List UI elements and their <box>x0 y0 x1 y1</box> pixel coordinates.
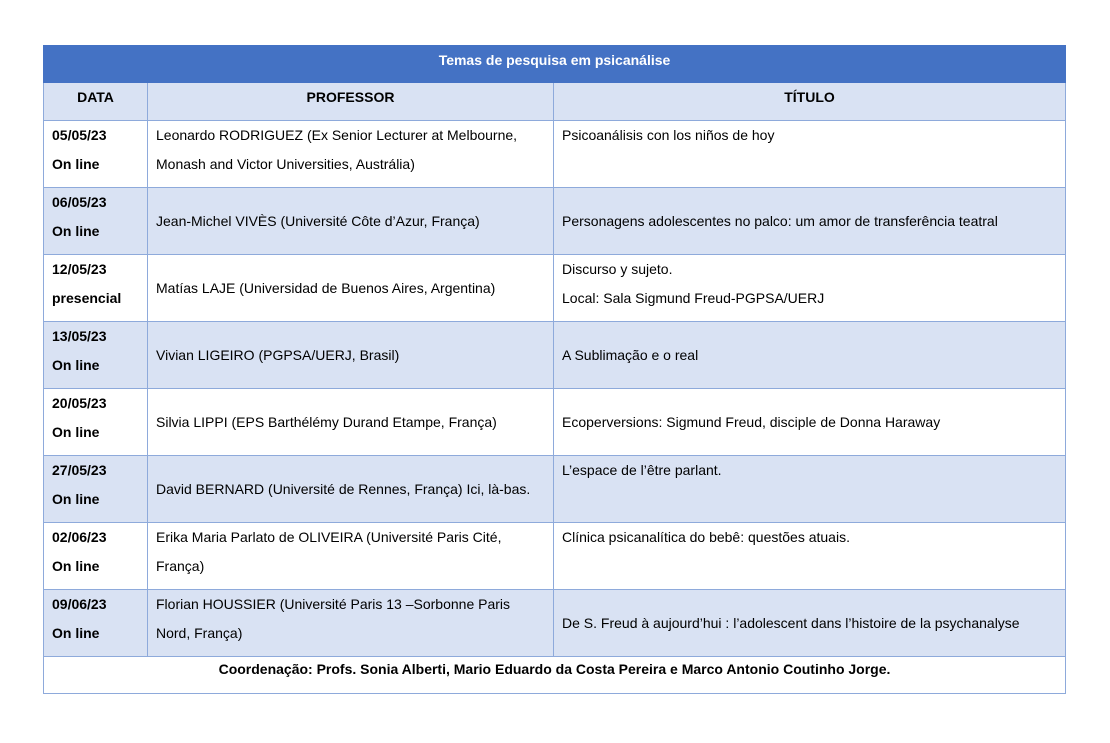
talk-title-text: De S. Freud à aujourd’hui : l’adolescent dans l’histoire de la psychanalyse <box>562 614 1020 631</box>
session-date: 02/06/23 <box>52 529 107 545</box>
professor-text: Jean-Michel VIVÈS (Université Côte d’Azur, França) <box>156 212 480 229</box>
session-mode: On line <box>52 558 100 574</box>
professor-text: Leonardo RODRIGUEZ (Ex Senior Lecturer at Melbourne, <box>156 127 518 143</box>
professor-text: Vivian LIGEIRO (PGPSA/UERJ, Brasil) <box>156 346 400 363</box>
talk-title-text: Local: Sala Sigmund Freud-PGPSA/UERJ <box>562 290 825 306</box>
title-cell <box>554 523 1066 590</box>
professor-text: Erika Maria Parlato de OLIVEIRA (Université Paris Cité, <box>156 529 502 545</box>
table-row <box>44 456 1066 523</box>
date-cell <box>44 523 148 590</box>
table-row <box>44 590 1066 657</box>
session-date: 12/05/23 <box>52 261 107 277</box>
date-cell <box>44 255 148 322</box>
professor-cell <box>148 590 554 657</box>
research-topics-table <box>43 45 1066 694</box>
table-title: Temas de pesquisa em psicanálise <box>44 46 1066 83</box>
date-cell <box>44 456 148 523</box>
column-header-title: TÍTULO <box>554 83 1066 121</box>
professor-text: Monash and Victor Universities, Austrália) <box>156 156 415 172</box>
table-row <box>44 188 1066 255</box>
session-mode: On line <box>52 491 100 507</box>
table-body <box>44 121 1066 657</box>
session-date: 27/05/23 <box>52 462 107 478</box>
table-row <box>44 389 1066 456</box>
session-date: 09/06/23 <box>52 596 107 612</box>
talk-title-text: Clínica psicanalítica do bebê: questões atuais. <box>562 529 850 545</box>
professor-text: Nord, França) <box>156 625 243 641</box>
date-cell <box>44 188 148 255</box>
session-date: 05/05/23 <box>52 127 107 143</box>
talk-title-text: Personagens adolescentes no palco: um amor de transferência teatral <box>562 212 998 229</box>
professor-cell <box>148 456 554 523</box>
talk-title-text: A Sublimação e o real <box>562 346 699 363</box>
professor-cell <box>148 188 554 255</box>
table-footer-row <box>44 657 1066 694</box>
table-row <box>44 523 1066 590</box>
table-row <box>44 255 1066 322</box>
table-row <box>44 322 1066 389</box>
professor-text: Matías LAJE (Universidad de Buenos Aires, Argentina) <box>156 279 496 296</box>
professor-cell <box>148 322 554 389</box>
coordination-note: Coordenação: Profs. Sonia Alberti, Mario Eduardo da Costa Pereira e Marco Antonio Coutinho Jorge. <box>44 657 1066 694</box>
title-cell <box>554 121 1066 188</box>
professor-cell <box>148 121 554 188</box>
table-row <box>44 121 1066 188</box>
date-cell <box>44 389 148 456</box>
professor-cell <box>148 255 554 322</box>
session-mode: On line <box>52 156 100 172</box>
column-header-date: DATA <box>44 83 148 121</box>
title-cell <box>554 389 1066 456</box>
date-cell <box>44 322 148 389</box>
talk-title-text: Psicoanálisis con los niños de hoy <box>562 127 775 143</box>
session-date: 13/05/23 <box>52 328 107 344</box>
professor-text: Florian HOUSSIER (Université Paris 13 –Sorbonne Paris <box>156 596 511 612</box>
professor-cell <box>148 389 554 456</box>
professor-cell <box>148 523 554 590</box>
session-mode: On line <box>52 357 100 373</box>
title-cell <box>554 456 1066 523</box>
title-cell <box>554 188 1066 255</box>
session-date: 20/05/23 <box>52 395 107 411</box>
talk-title-text: Ecoperversions: Sigmund Freud, disciple de Donna Haraway <box>562 413 941 430</box>
title-cell <box>554 590 1066 657</box>
session-mode: On line <box>52 424 100 440</box>
session-date: 06/05/23 <box>52 194 107 210</box>
session-mode: On line <box>52 223 100 239</box>
session-mode: presencial <box>52 290 122 306</box>
table-header-row <box>44 83 1066 121</box>
date-cell <box>44 121 148 188</box>
date-cell <box>44 590 148 657</box>
professor-text: França) <box>156 558 205 574</box>
column-header-professor: PROFESSOR <box>148 83 554 121</box>
professor-text: David BERNARD (Université de Rennes, França) Ici, là-bas. <box>156 480 531 497</box>
table-title-row <box>44 46 1066 83</box>
title-cell <box>554 255 1066 322</box>
title-cell <box>554 322 1066 389</box>
session-mode: On line <box>52 625 100 641</box>
talk-title-text: L’espace de l’être parlant. <box>562 462 722 478</box>
professor-text: Silvia LIPPI (EPS Barthélémy Durand Etampe, França) <box>156 413 497 430</box>
talk-title-text: Discurso y sujeto. <box>562 261 673 277</box>
